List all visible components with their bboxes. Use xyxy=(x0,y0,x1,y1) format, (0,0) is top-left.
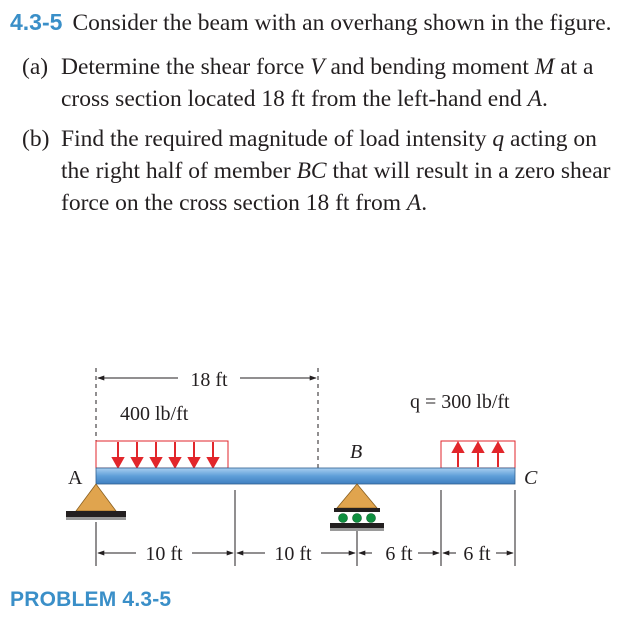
support-ground-shade xyxy=(330,528,384,531)
distributed-load-left xyxy=(96,403,228,468)
problem-intro xyxy=(10,6,622,39)
support-ground-shade xyxy=(66,517,126,520)
dimension-6ft-label: 6 ft xyxy=(385,543,413,565)
point-a-label: A xyxy=(68,467,83,489)
part-a-text: at a cross section located 18 ft from the left-hand end xyxy=(61,54,594,112)
dimensions-bottom xyxy=(96,490,515,566)
load-left-arrows xyxy=(113,442,218,467)
variable-a: A xyxy=(406,190,422,216)
dimension-10ft-label: 10 ft xyxy=(274,543,312,565)
problem-statement xyxy=(10,6,622,219)
figure-caption: PROBLEM 4.3-5 xyxy=(10,588,172,611)
roller-wheel xyxy=(367,514,376,523)
point-c-label: C xyxy=(524,467,538,489)
roller-support-b xyxy=(330,484,384,531)
part-a-label: (a) xyxy=(22,54,49,80)
part-b-text: Find the required magnitude of load intensity xyxy=(61,126,493,152)
part-a-text: Determine the shear force xyxy=(61,54,311,80)
support-ground xyxy=(330,523,384,528)
part-b xyxy=(10,123,622,219)
dimension-18ft-label: 18 ft xyxy=(190,369,228,391)
load-right-arrows xyxy=(453,443,503,467)
variable-a: A xyxy=(527,86,542,112)
dimension-10ft-label: 10 ft xyxy=(145,543,183,565)
part-a-text: and bending moment xyxy=(324,54,535,80)
part-a-text: . xyxy=(541,86,548,112)
dimension-6ft-label: 6 ft xyxy=(463,543,491,565)
variable-bc: BC xyxy=(296,158,327,184)
part-a xyxy=(10,51,622,115)
roller-wheel xyxy=(339,514,348,523)
load-right-label: q = 300 lb/ft xyxy=(410,391,510,413)
part-b-label: (b) xyxy=(22,126,50,152)
point-b-label: B xyxy=(350,441,363,463)
intro-text: Consider the beam with an overhang shown in the figure. xyxy=(72,10,612,36)
load-left-label: 400 lb/ft xyxy=(120,403,189,425)
variable-m: M xyxy=(534,54,555,80)
roller-wheel xyxy=(353,514,362,523)
pin-support-a xyxy=(66,484,126,520)
part-b-text: acting on the right half of member xyxy=(61,126,597,184)
support-ground xyxy=(66,511,126,517)
variable-v: V xyxy=(310,54,325,80)
beam-figure xyxy=(0,352,631,584)
roller-plate xyxy=(334,508,380,512)
variable-q: q xyxy=(492,126,505,152)
distributed-load-right xyxy=(410,391,515,468)
problem-number: 4.3-5 xyxy=(10,9,63,35)
part-b-text: . xyxy=(421,190,428,216)
beam xyxy=(96,468,515,484)
support-triangle xyxy=(337,484,377,508)
part-b-text: that will result in a zero shear force on the cross section 18 ft from xyxy=(61,158,611,216)
